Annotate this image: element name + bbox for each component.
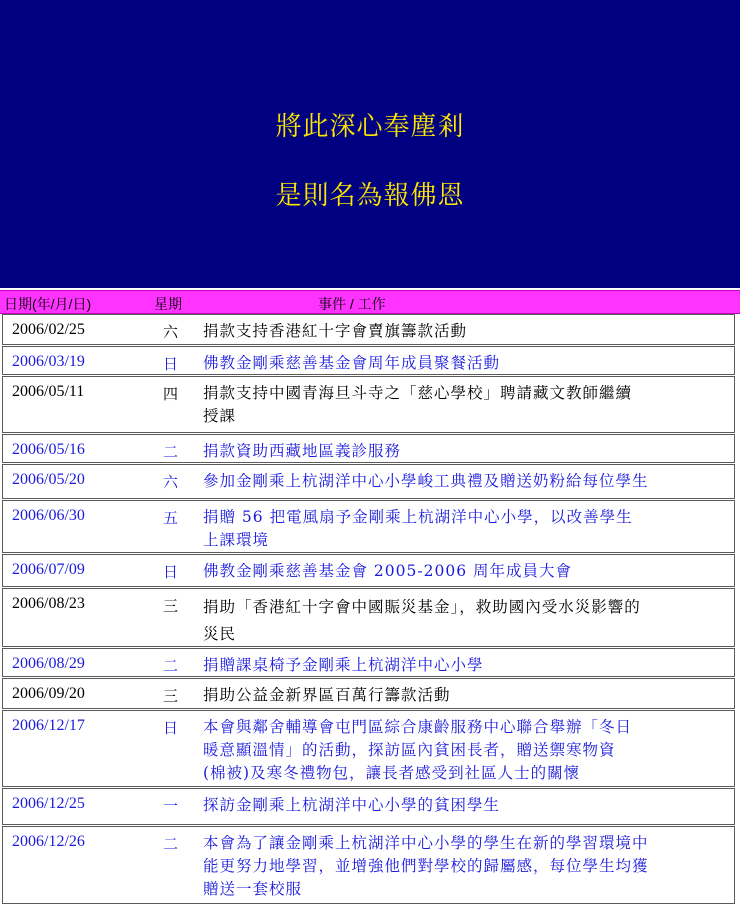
row-date: 2006/07/09	[12, 561, 85, 578]
row-date: 2006/08/29	[12, 655, 85, 672]
banner-line-2: 是則名為報佛恩	[275, 181, 465, 211]
row-date: 2006/03/19	[12, 353, 85, 370]
row-date: 2006/05/16	[12, 441, 85, 458]
table-row	[2, 788, 735, 825]
row-weekday: 日	[163, 355, 179, 373]
header-weekday: 星期	[154, 296, 182, 312]
row-event: 佛教金剛乘慈善基金會 2005-2006 周年成員大會	[203, 562, 572, 580]
row-date: 2006/05/11	[12, 383, 85, 400]
row-event: 捐款資助西藏地區義診服務	[203, 442, 402, 460]
table-row	[2, 500, 735, 553]
row-weekday: 二	[163, 835, 179, 853]
banner	[0, 0, 740, 288]
row-weekday: 三	[163, 597, 179, 615]
row-weekday: 六	[163, 323, 179, 341]
table-row	[2, 376, 735, 433]
row-event: 本會為了讓金剛乘上杭湖洋中心小學的學生在新的學習環境中 能更努力地學習，並增強他們對學校的歸屬感，每位學生均獲 贈送一套校服	[203, 834, 649, 898]
row-date: 2006/09/20	[12, 685, 85, 702]
row-event: 本會與鄰舍輔導會屯門區綜合康齡服務中心聯合舉辦「冬日 暖意顯溫情」的活動，探訪區內貧困長者，贈送禦寒物資 (棉被)及寒冬禮物包，讓長者感受到社區人士的關懷	[203, 718, 633, 782]
row-weekday: 日	[163, 563, 179, 581]
table-header	[0, 290, 740, 314]
row-weekday: 四	[163, 385, 179, 403]
row-weekday: 二	[163, 657, 179, 675]
row-weekday: 一	[163, 797, 179, 815]
row-date: 2006/12/26	[12, 833, 85, 850]
row-date: 2006/02/25	[12, 321, 85, 338]
table-row	[2, 648, 735, 677]
row-event: 捐款支持香港紅十字會賣旗籌款活動	[203, 322, 468, 340]
row-event: 參加金剛乘上杭湖洋中心小學峻工典禮及贈送奶粉給每位學生	[203, 472, 649, 490]
row-weekday: 五	[163, 509, 179, 527]
row-event: 捐助「香港紅十字會中國賑災基金」，救助國內受水災影響的 災民	[203, 598, 641, 643]
row-date: 2006/12/17	[12, 717, 85, 734]
table-row	[2, 464, 735, 499]
row-event: 探訪金剛乘上杭湖洋中心小學的貧困學生	[203, 796, 501, 814]
table-row	[2, 678, 735, 709]
table-row	[2, 314, 735, 345]
row-date: 2006/06/30	[12, 507, 85, 524]
row-event: 捐贈 56 把電風扇予金剛乘上杭湖洋中心小學，以改善學生 上課環境	[203, 508, 633, 549]
header-event: 事件 / 工作	[318, 296, 386, 312]
table-row	[2, 346, 735, 375]
row-weekday: 六	[163, 473, 179, 491]
row-weekday: 日	[163, 719, 179, 737]
row-event: 捐助公益金新界區百萬行籌款活動	[203, 686, 451, 704]
row-weekday: 三	[163, 687, 179, 705]
table-row	[2, 710, 735, 787]
row-weekday: 二	[163, 443, 179, 461]
header-date: 日期(年/月/日)	[4, 296, 92, 312]
row-event: 佛教金剛乘慈善基金會周年成員聚餐活動	[203, 354, 501, 372]
row-date: 2006/05/20	[12, 471, 85, 488]
banner-line-1: 將此深心奉塵剎	[275, 112, 465, 142]
row-date: 2006/08/23	[12, 595, 85, 612]
row-date: 2006/12/25	[12, 795, 85, 812]
table-row	[2, 826, 735, 904]
row-event: 捐款支持中國青海旦斗寺之「慈心學校」聘請藏文教師繼續 授課	[203, 384, 633, 425]
table-row	[2, 588, 735, 647]
row-event: 捐贈課桌椅予金剛乘上杭湖洋中心小學	[203, 656, 484, 674]
table-row	[2, 434, 735, 463]
table-row	[2, 554, 735, 587]
